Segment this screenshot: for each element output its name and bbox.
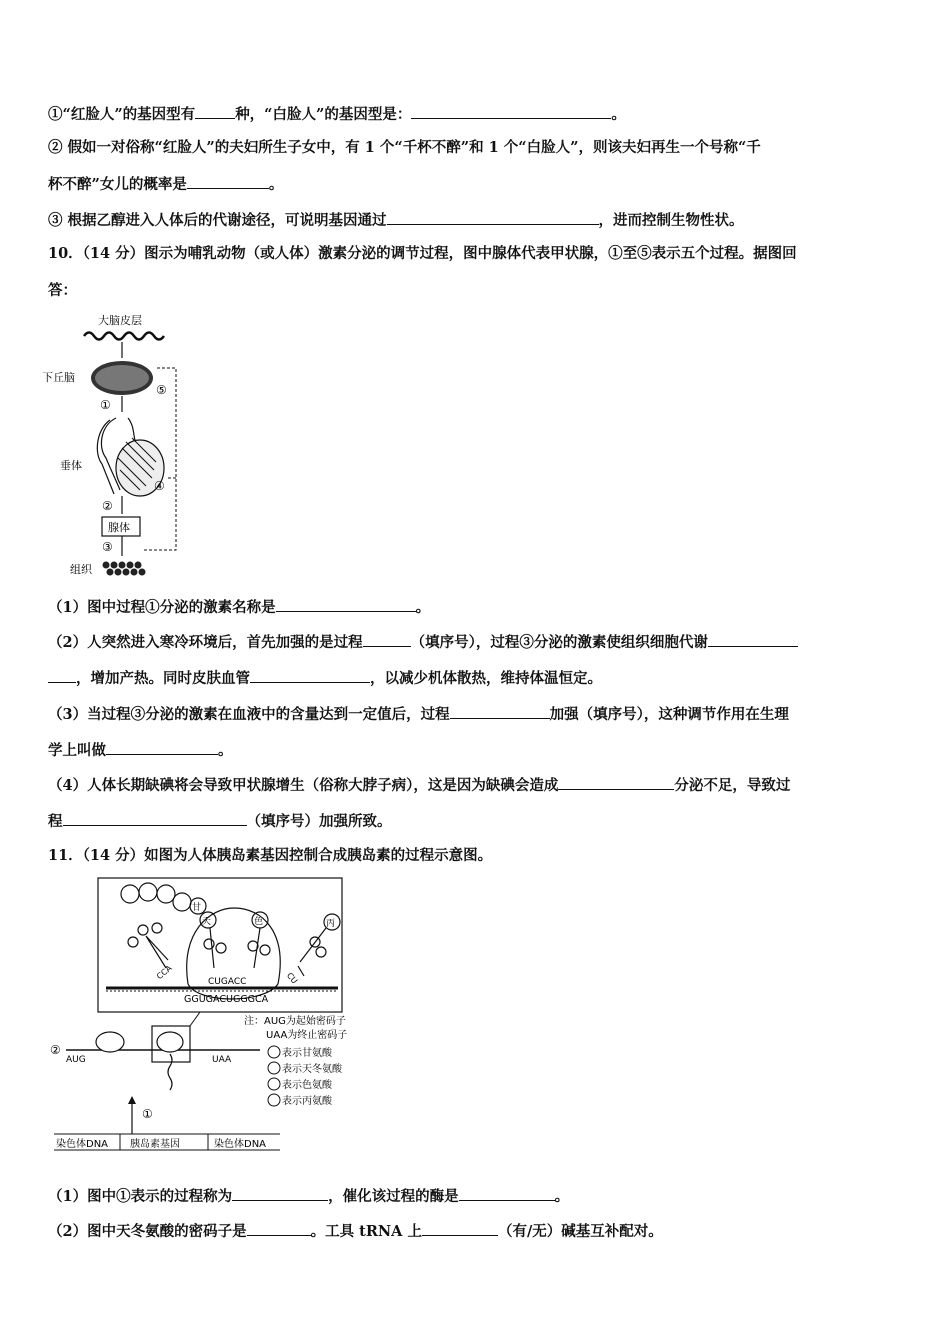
tissue-cells bbox=[103, 562, 146, 576]
q11-part-1: （1）图中①表示的过程称为 ，催化该过程的酶是 。 bbox=[48, 1188, 570, 1205]
svg-text:天: 天 bbox=[202, 917, 212, 927]
q10-part-3: （3）当过程③分泌的激素在血液中的含量达到一定值后，过程 加强（填序号），这种调节作用在生理 bbox=[48, 706, 789, 723]
q10-stem: 10．（14 分）图示为哺乳动物（或人体）激素分泌的调节过程，图中腺体代表甲状腺，①至⑤表示五个过程。据图回 bbox=[48, 245, 797, 262]
q9-blank-3[interactable] bbox=[187, 174, 269, 189]
pituitary-label: 垂体 bbox=[60, 459, 82, 472]
q9-blank-2[interactable] bbox=[411, 104, 611, 119]
aug-label: AUG bbox=[66, 1055, 86, 1065]
insulin-gene-label: 胰岛素基因 bbox=[130, 1139, 180, 1150]
gland-label: 腺体 bbox=[108, 521, 130, 534]
ribosome-2 bbox=[157, 1032, 183, 1052]
svg-text:CU: CU bbox=[284, 971, 300, 986]
mrna-sequence: GGUGACUGGGCA bbox=[184, 994, 269, 1005]
q10-blank-3b[interactable] bbox=[48, 668, 76, 683]
dna-left-label: 染色体DNA bbox=[56, 1139, 109, 1150]
q9-line-4: ③ 根据乙醇进入人体后的代谢途径，可说明基因通过 ，进而控制生物性状。 bbox=[48, 212, 744, 229]
q9-blank-4[interactable] bbox=[387, 210, 599, 225]
svg-text:CCA: CCA bbox=[155, 963, 174, 982]
insulin-synthesis-figure bbox=[48, 872, 388, 1162]
q10-blank-4[interactable] bbox=[250, 668, 370, 683]
note-ala: 表示丙氨酸 bbox=[282, 1096, 332, 1107]
ribosome-1 bbox=[96, 1032, 124, 1052]
note-trp: 表示色氨酸 bbox=[282, 1080, 332, 1091]
q10-blank-3[interactable] bbox=[708, 632, 798, 647]
translation-box bbox=[98, 878, 342, 1012]
q10-blank-6[interactable] bbox=[106, 740, 218, 755]
hypothalamus-label: 下丘脑 bbox=[42, 371, 75, 384]
q10-part-1: （1）图中过程①分泌的激素名称是 。 bbox=[48, 599, 431, 616]
note-stop-codon: UAA为终止密码子 bbox=[266, 1030, 348, 1041]
svg-text:甘: 甘 bbox=[192, 903, 202, 913]
q11-stem: 11．（14 分）如图为人体胰岛素基因控制合成胰岛素的过程示意图。 bbox=[48, 847, 493, 864]
label-1: ① bbox=[142, 1107, 153, 1121]
q11-blank-3[interactable] bbox=[247, 1221, 311, 1236]
q9-line-2: ② 假如一对俗称“红脸人”的夫妇所生子女中，有 1 个“千杯不醉”和 1 个“白脸人”，则该夫妇再生一个号称“千 bbox=[48, 139, 761, 156]
q11-blank-4[interactable] bbox=[422, 1221, 498, 1236]
q11-blank-2[interactable] bbox=[459, 1186, 555, 1201]
polypeptide-tail bbox=[168, 1054, 172, 1090]
q11-blank-1[interactable] bbox=[232, 1186, 328, 1201]
q10-part-2b: ，增加产热。同时皮肤血管 ，以减少机体散热，维持体温恒定。 bbox=[48, 668, 904, 689]
q10-stem-2: 答： bbox=[48, 282, 77, 299]
q10-part-4b: 程 （填序号）加强所致。 bbox=[48, 813, 392, 830]
q10-blank-2[interactable] bbox=[363, 632, 411, 647]
q10-blank-5[interactable] bbox=[450, 704, 550, 719]
svg-text:色: 色 bbox=[254, 917, 264, 927]
process-3: ③ bbox=[102, 540, 113, 554]
svg-text:丙: 丙 bbox=[326, 919, 336, 929]
process-2: ② bbox=[102, 499, 113, 513]
label-2: ② bbox=[50, 1043, 61, 1057]
process-5: ⑤ bbox=[156, 383, 167, 397]
q9-line-1: ①“红脸人”的基因型有 种，“白脸人”的基因型是： 。 bbox=[48, 106, 626, 123]
cortex-label: 大脑皮层 bbox=[98, 314, 142, 327]
q9-line-3: 杯不醉”女儿的概率是 。 bbox=[48, 176, 284, 193]
tissue-label: 组织 bbox=[70, 563, 92, 576]
q10-blank-7[interactable] bbox=[558, 775, 674, 790]
cortex-wave bbox=[84, 333, 164, 340]
process-4: ④ bbox=[154, 479, 165, 493]
note-start-codon: 注：AUG为起始密码子 bbox=[244, 1016, 346, 1027]
q10-part-3b: 学上叫做 。 bbox=[48, 742, 233, 759]
q10-part-2: （2）人突然进入寒冷环境后，首先加强的是过程 （填序号），过程③分泌的激素使组织细胞代谢 bbox=[48, 632, 904, 653]
q10-part-4: （4）人体长期缺碘将会导致甲状腺增生（俗称大脖子病），这是因为缺碘会造成 分泌不足，导致过 bbox=[48, 777, 791, 794]
process-1: ① bbox=[100, 398, 111, 412]
uaa-label: UAA bbox=[212, 1055, 232, 1065]
anticodon-sequence: CUGACC bbox=[208, 977, 247, 987]
hormone-regulation-figure bbox=[40, 308, 200, 580]
dna-right-label: 染色体DNA bbox=[214, 1139, 267, 1150]
note-gly: 表示甘氨酸 bbox=[282, 1048, 332, 1059]
q10-blank-8[interactable] bbox=[63, 811, 247, 826]
note-asp: 表示天冬氨酸 bbox=[282, 1064, 342, 1075]
q11-part-2: （2）图中天冬氨酸的密码子是 。工具 tRNA 上 （有/无）碱基互补配对。 bbox=[48, 1223, 663, 1240]
q10-blank-1[interactable] bbox=[276, 597, 416, 612]
q9-blank-1[interactable] bbox=[195, 104, 235, 119]
